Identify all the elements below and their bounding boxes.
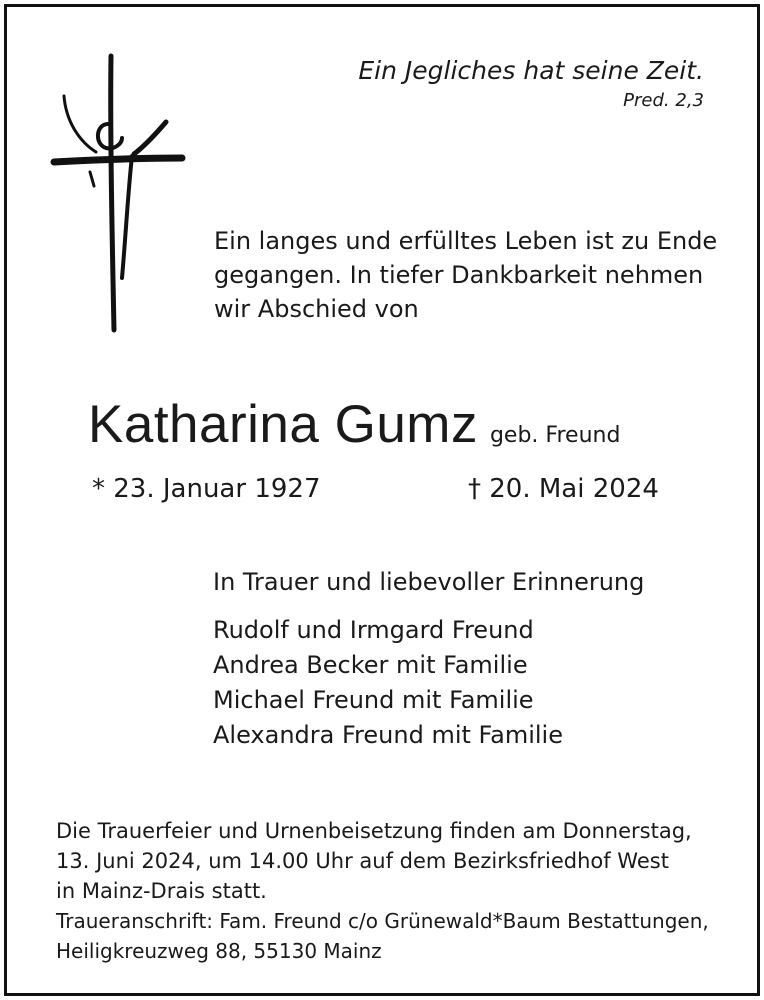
service-info [56,816,692,906]
motto-source: Pred. 2,3 [623,90,704,111]
service-line: in Mainz-Drais statt. [56,879,267,903]
motto-text: Ein Jegliches hat seine Zeit. [358,56,704,85]
address-line: Traueranschrift: Fam. Freund c/o Grünewald*Baum Bestattungen, [56,909,709,933]
family-list [213,613,563,753]
mourning-line: In Trauer und liebevoller Erinnerung [213,568,645,596]
service-line: 13. Juni 2024, um 14.00 Uhr auf dem Bezirksfriedhof West [56,849,669,873]
family-member: Andrea Becker mit Familie [213,651,528,679]
cross-with-figure-icon [50,52,190,337]
service-line: Die Trauerfeier und Urnenbeisetzung finden am Donnerstag, [56,819,692,843]
family-member: Rudolf und Irmgard Freund [213,616,534,644]
address-line: Heiligkreuzweg 88, 55130 Mainz [56,939,382,963]
birth-date: * 23. Januar 1927 [92,474,321,504]
maiden-name: geb. Freund [489,423,621,448]
intro-text: Ein langes und erfülltes Leben ist zu Ende gegangen. In tiefer Dankbarkeit nehmen wir Abschied von [214,227,718,323]
family-member: Michael Freund mit Familie [213,686,534,714]
deceased-name: Katharina Gumz [88,395,478,454]
death-date: † 20. Mai 2024 [468,474,659,504]
family-member: Alexandra Freund mit Familie [213,721,563,749]
mourning-address [56,906,709,966]
deceased-name-row [88,394,620,455]
